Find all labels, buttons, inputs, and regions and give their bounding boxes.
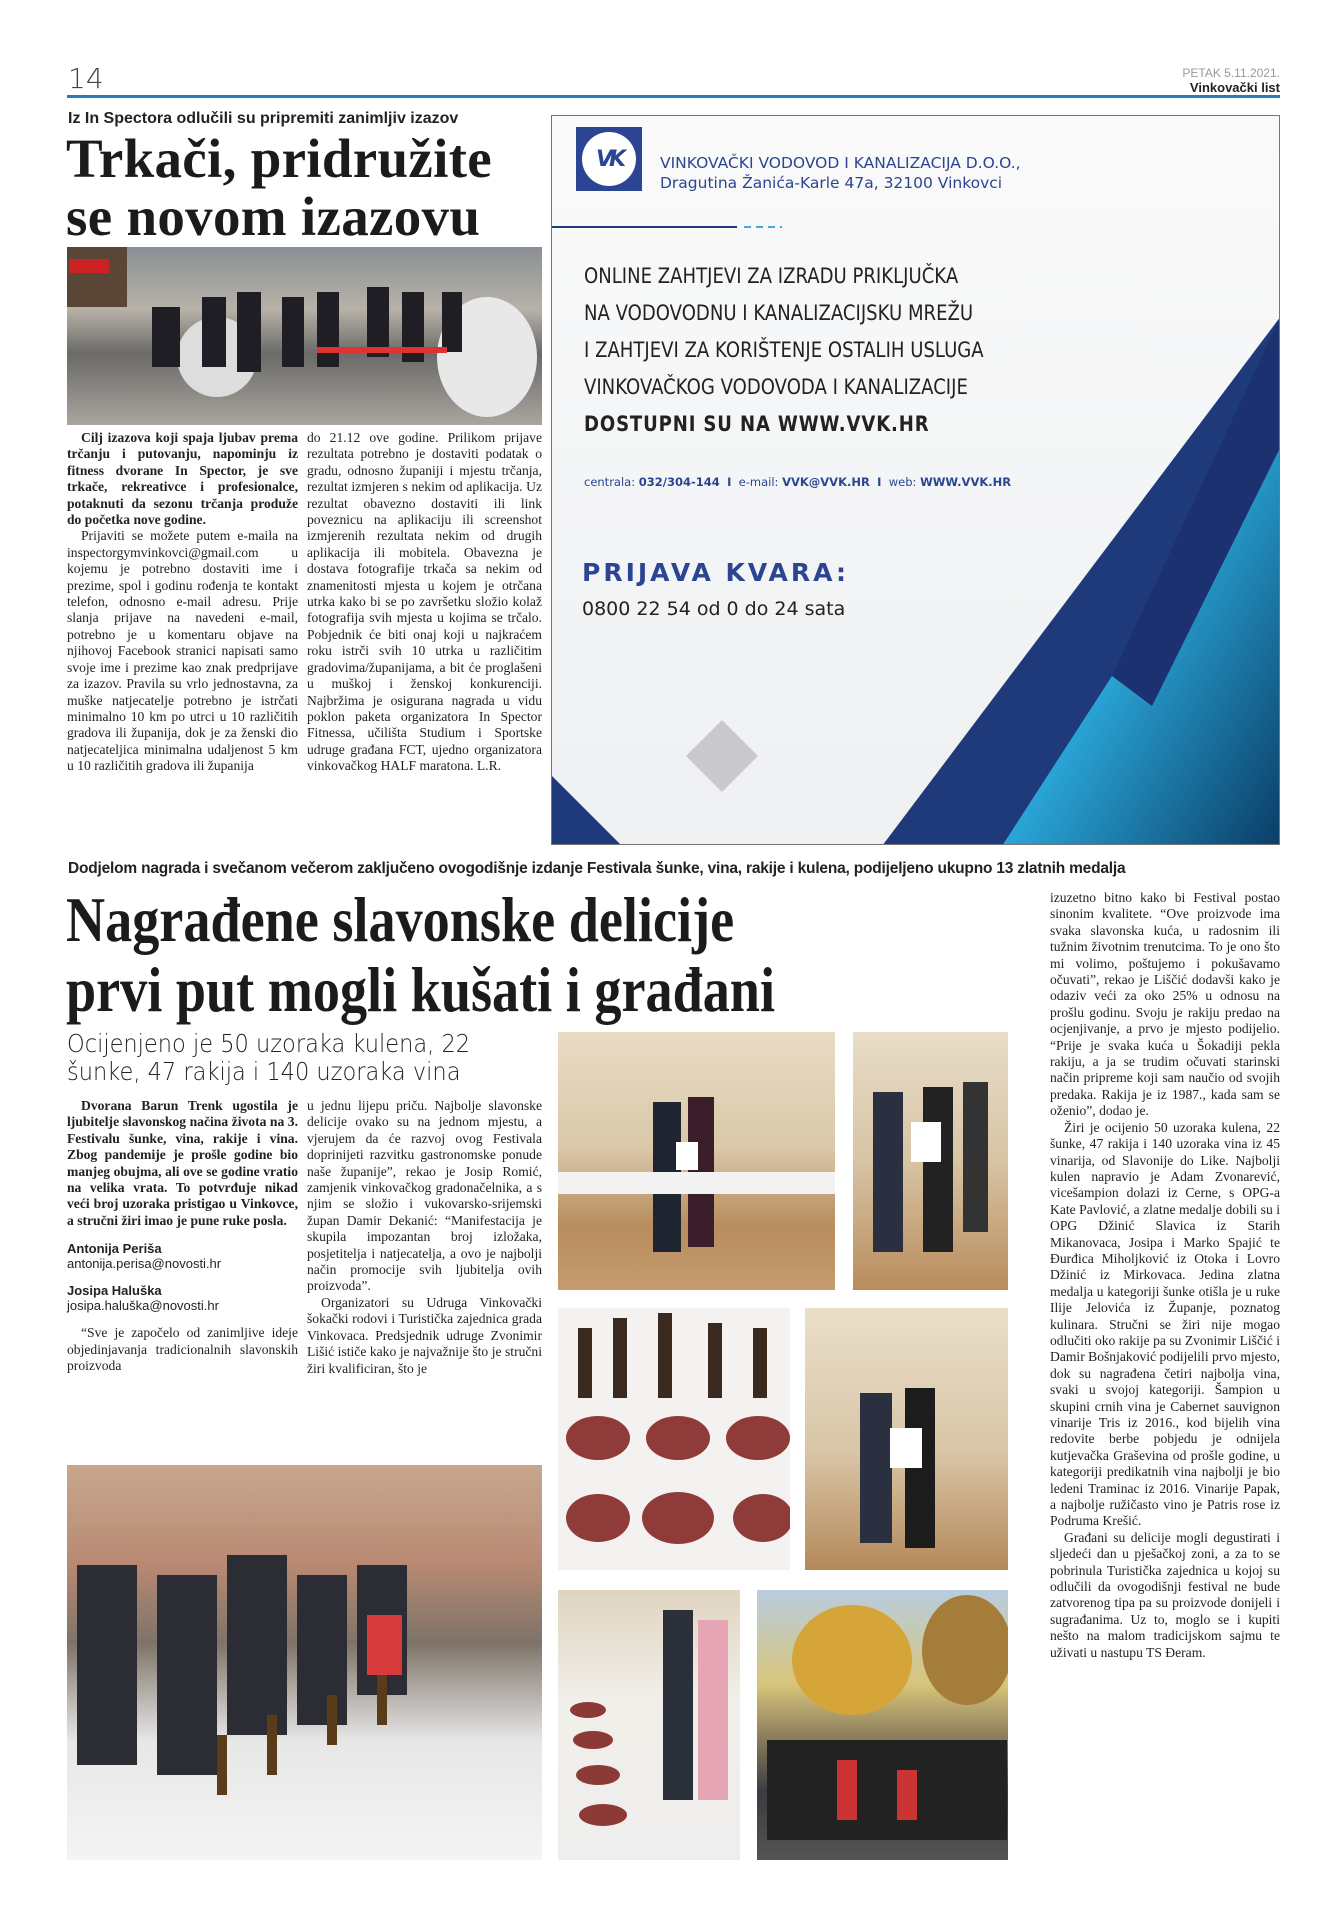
article1-paragraph: Prijaviti se možete putem e-maila na inspectorgymvinkovci@gmail.com u kojemu je potrebno dostaviti ime i prezime, spol i godinu rođenja te kontakt telefon, odnosno e-mail adresu. Prije slanja prijave na navedeni e-mail, potrebno je u komentaru objave na njihovoj Facebook stranici napisati samo svoje ime i prezime kao znak predprijave za izazov. Pravila su vrlo jednostavna, za muške natjecatelje potrebno je istrčati minimalno 10 km po utrci u 10 različitih gradova ili županija, dok je za ženski dio natjecateljica minimalna udaljenost 5 km u 10 različitih gradova ili županija xyxy=(67,528,298,774)
ad-line: NA VODOVODNU I KANALIZACIJSKU MREŽU xyxy=(584,301,974,325)
phone-label: centrala: xyxy=(584,475,636,489)
runners-photo xyxy=(67,247,542,425)
article1-column-1 xyxy=(67,430,298,775)
ad-contact-line xyxy=(584,475,1011,489)
separator: I xyxy=(877,475,882,489)
ad-line: ONLINE ZAHTJEVI ZA IZRADU PRIKLJUČKA xyxy=(584,264,959,288)
article2-paragraph: izuzetno bitno kako bi Festival postao sinonim kvalitete. “Ove proizvode ima svaka slavonska kuća, u radosnim ili tužnim životnim trenutcima. To je ono što mi volimo, poštujemo i pokušavamo očuvati”, rekao je Liščić dodavši kako je odaziv veći za oko 25% u odnosu na prošlu godinu. Svoju je rakiju predao na ocjenjivanje, a prvo je mjesto podijelio. “Prije je svaka kuća u Šokadiji pekla rakiju, a ja se trudim očuvati starinski način pripreme koji sam naučio od svojih predaka. Rakija je iz 1987., kada sam se oženio”, dodao je. xyxy=(1050,890,1280,1119)
article2-deck: Dodjelom nagrada i svečanom večerom zaključeno ovogodišnje izdanje Festivala šunke, vina, rakije i kulena, podijeljeno ukupno 13 zlatnih medalja xyxy=(68,860,1126,877)
web-link[interactable]: WWW.VVK.HR xyxy=(920,475,1012,489)
ad-cta-link[interactable]: DOSTUPNI SU NA WWW.VVK.HR xyxy=(584,412,930,436)
vvk-logo-mark: VK xyxy=(582,132,636,186)
article2-paragraph: “Sve je započelo od zanimljive ideje objedinjavanja tradicionalnih slavonskih proizvoda xyxy=(67,1325,298,1374)
award-photo-3 xyxy=(805,1308,1008,1570)
article2-paragraph: Žiri je ocijenio 50 uzoraka kulena, 22 šunke, 47 rakija i 140 uzoraka vina iz 45 vinarija, od Slavonije do Like. Najbolji kulen napravio je Adam Zvonarević, vicešampion dolazi iz Cerne, s OPG-a Kate Pavlović, a zlatne medalje dobili su i OPG Džinić Slavica iz Starih Mikanovaca, Josipa i Marko Spajić te Đurđica Miholjković iz Otoka i Lovro Džinić iz Mirkovaca. Jedina zlatna medalja u kategoriji šunke otišla je u ruke Ilije Jelovića iz Županje, poznatog kulinara. Stručni se žiri nije mogao odlučiti oko rakije pa su Zvonimir Liščić i Damir Bošnjaković podijelili prvo mjesto, dok su nagrađena četiri najbolja vina, svaki u svojoj kategoriji. Šampion u skupini crnih vina je Cabernet sauvignon vinarije Tris iz 2016., kod bijelih vina redovite berbe pobjedu je odnijela kutjevačka Graševina od prošle godine, u kategoriji predikatnih vina najbolji je bio ledeni Traminac iz 2016. Vinarije Papak, a najbolje ružičasto vino je Patris rose iz Podruma Krešić. xyxy=(1050,1119,1280,1529)
article2-lead: Dvorana Barun Trenk ugostila je ljubitelje slavonskog načina života na 3. Festivalu šunke, vina, rakije i vina. Zbog pandemije je prošle godine bio manjeg obujma, ali ove se godine vratio na velika vrata. To potvrđuje nikad veći broj uzoraka pristigao u Vinkovce, a stručni žiri imao je pune ruke posla. xyxy=(67,1098,298,1228)
ad-line: I ZAHTJEVI ZA KORIŠTENJE OSTALIH USLUGA xyxy=(584,338,984,362)
web-label: web: xyxy=(888,475,917,489)
author-name: Josipa Haluška xyxy=(67,1283,162,1299)
article1-lead: Cilj izazova koji spaja ljubav prema trčanju i putovanju, napominju iz fitness dvorane In Spector, je sve trkače, rekreativce i profesionalce, potaknuti da sezonu trčanja produže do početka nove godine. xyxy=(67,430,298,528)
tasting-photo xyxy=(67,1465,542,1860)
award-photo-2 xyxy=(853,1032,1008,1290)
article1-kicker: Iz In Spectora odlučili su pripremiti zanimljiv izazov xyxy=(68,110,459,127)
email-label: e-mail: xyxy=(738,475,779,489)
phone-number: 032/304-144 xyxy=(638,475,720,489)
ad-line: VINKOVAČKOG VODOVODA I KANALIZACIJE xyxy=(584,375,968,399)
author-email[interactable]: antonija.perisa@novosti.hr xyxy=(67,1256,222,1272)
publication-name: Vinkovački list xyxy=(1189,80,1280,95)
award-photo-1 xyxy=(558,1032,835,1290)
ad-address: Dragutina Žanića-Karle 47a, 32100 Vinkovci xyxy=(660,174,1003,192)
street-crowd-photo xyxy=(757,1590,1008,1860)
article1-paragraph: do 21.12 ove godine. Prilikom prijave rezultata potrebno je dostaviti podatak o gradu, odnosno županiji i mjestu trčanja, rezultat izmjeren s nekim od aplikacija. Uz rezultat obavezno dostaviti ili link poveznicu na aplikaciju ili screenshot izmjerenih rezultata nekim od drugih aplikacija ili mobitela. Obavezna je dostava fotografije trkača sa nekim od znamenitosti mjesta u kojem je otrčana utrka kako bi se po završetku složio kolaž fotografija svih mjesta u kojima se trčalo. Pobjednik će biti onaj koji u najkraćem roku istrči svih 10 utrka u različitim gradovima/županijama, a bit će proglašeni u muškoj i ženskoj konkurenciji. Najbržima je osigurana nagrada u vidu poklon paketa organizatora In Spector Fitnessa, učilišta Studium i Sportske udruge građana FCT, ujedno organizatora vinkovačkog HALF maratona. L.R. xyxy=(307,430,542,774)
article2-column-2 xyxy=(307,1098,542,1377)
vvk-advertisement xyxy=(551,115,1280,845)
page-number: 14 xyxy=(68,62,104,95)
article2-paragraph: u jednu lijepu priču. Najbolje slavonske delicije ovako su na jednom mjestu, a vjerujem da će razvoj ovog Festivala doprinijeti razvitku gastronomske ponude naše županije”, rekao je Josip Romić, zamjenik vinkovačkog gradonačelnika, a s njim se složio i vukovarsko-srijemski župan Damir Dekanić: “Manifestacija je skupila impozantan broj izložaka, posjetitelja i natjecatelja, a ovo je najbolji način promocije svih ljubitelja ovih proizvoda”. xyxy=(307,1098,542,1294)
article1-column-2 xyxy=(307,430,542,775)
ad-fault-title: PRIJAVA KVARA: xyxy=(582,558,849,587)
author-name: Antonija Periša xyxy=(67,1241,162,1257)
article2-column-1 xyxy=(67,1098,298,1374)
products-photo xyxy=(558,1308,790,1570)
headline-line: Nagrađene slavonske delicije xyxy=(66,885,735,955)
email-link[interactable]: VVK@VVK.HR xyxy=(782,475,870,489)
ham-table-photo xyxy=(558,1590,740,1860)
header-rule xyxy=(67,95,1280,98)
article2-subheadline: Ocijenjeno je 50 uzoraka kulena, 22 šunke, 47 rakija i 140 uzoraka vina xyxy=(67,1029,471,1086)
vvk-logo xyxy=(576,127,642,191)
ad-company-name: VINKOVAČKI VODOVOD I KANALIZACIJA D.O.O., xyxy=(660,154,1021,172)
article2-column-3 xyxy=(1050,890,1280,1661)
ad-fault-phone: 0800 22 54 od 0 do 24 sata xyxy=(582,598,846,620)
issue-date: PETAK 5.11.2021. xyxy=(1182,66,1280,80)
article2-paragraph: Građani su delicije mogli degustirati i sljedeći dan u pješačkoj zoni, a za to se pobrinula Turistička zajednica u kojoj su odlučili da ovogodišnji festival ne bude zatvorenog tipa pa su proizvode donijeli i sugrađanima. Uz to, moglo se i kupiti nešto na malom tradicijskom sajmu te uživati u nastupu TS Đeram. xyxy=(1050,1529,1280,1660)
article2-paragraph: Organizatori su Udruga Vinkovački šokački rodovi i Turistička zajednica grada Vinkovaca. Predsjednik udruge Zvonimir Lišić ističe kako je najvažnije što je stručni žiri kvalificiran, što je xyxy=(307,1294,542,1376)
author-email[interactable]: josipa.haluška@novosti.hr xyxy=(67,1298,219,1314)
runners-illustration xyxy=(67,247,542,425)
article1-headline: Trkači, pridružite se novom izazovu xyxy=(66,128,492,247)
headline-line: prvi put mogli kušati i građani xyxy=(66,955,776,1025)
article2-headline xyxy=(66,885,775,1025)
separator: I xyxy=(727,475,732,489)
